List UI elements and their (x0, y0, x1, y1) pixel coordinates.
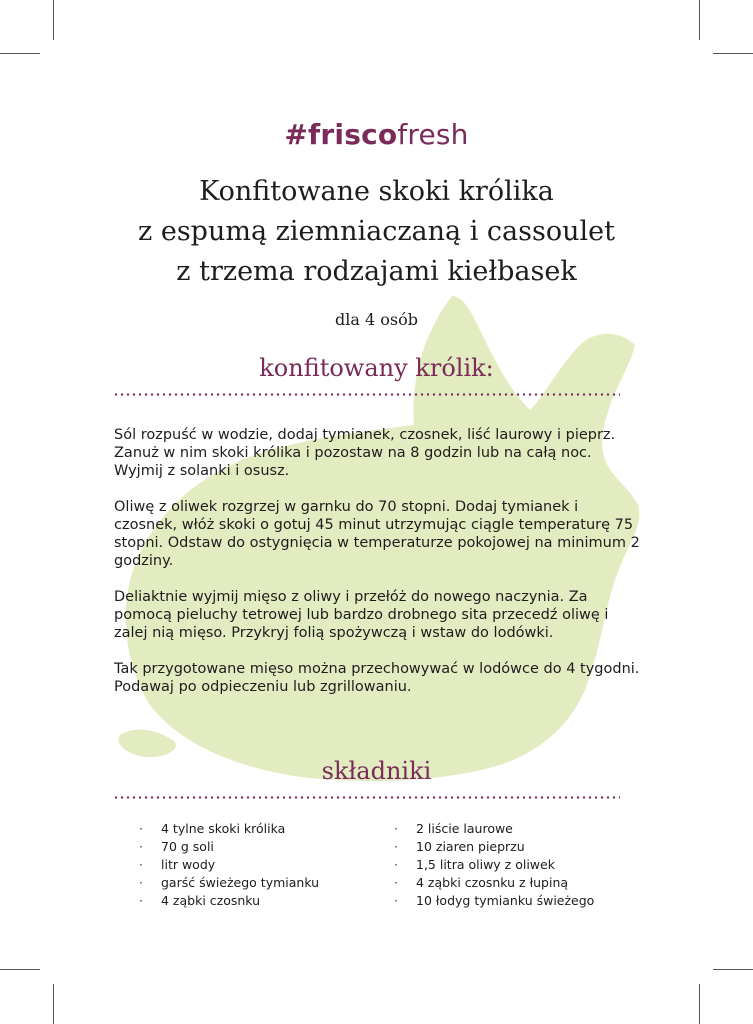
dotted-divider (113, 796, 620, 799)
list-item: · 4 ząbki czosnku (143, 892, 319, 910)
ingredients-list-left (143, 820, 319, 910)
list-item: · garść świeżego tymianku (143, 874, 319, 892)
section-heading-ingredients: składniki (321, 757, 432, 785)
list-item: · 4 tylne skoki królika (143, 820, 319, 838)
list-item: · 1,5 litra oliwy z oliwek (398, 856, 594, 874)
brand-bold-part: frisco (308, 118, 398, 151)
title-line: Konfitowane skoki królika (199, 176, 554, 207)
list-item: · 10 łodyg tymianku świeżego (398, 892, 594, 910)
ingredients-list-right (398, 820, 594, 910)
servings-text: dla 4 osób (335, 310, 418, 329)
list-item: · 4 ząbki czosnku z łupiną (398, 874, 594, 892)
recipe-title (0, 172, 753, 292)
method-steps (114, 426, 644, 714)
step-paragraph: Deliaktnie wyjmij mięso z oliwy i przełóż do nowego naczynia. Za pomocą pieluchy tetrowej lub bardzo drobnego sita przecedź oliwę i zalej nią mięso. Przykryj folią spożywczą i wstaw do lodówki. (114, 589, 609, 641)
title-line: z espumą ziemniaczaną i cassoulet (138, 216, 615, 247)
list-item: · 10 ziaren pieprzu (398, 838, 594, 856)
section-heading-rabbit: konfitowany królik: (259, 354, 494, 382)
step-paragraph: Oliwę z oliwek rozgrzej w garnku do 70 stopni. Dodaj tymianek i czosnek, włóż skoki o gotuj 45 minut utrzymując ciągle temperaturę 75 stopni. Odstaw do ostygnięcia w temperaturze pokojowej na minimum 2 godziny. (114, 499, 640, 569)
list-item: · 70 g soli (143, 838, 319, 856)
list-item: · litr wody (143, 856, 319, 874)
brand-light-part: fresh (397, 118, 469, 151)
brand-logo (0, 118, 753, 151)
step-paragraph: Sól rozpuść w wodzie, dodaj tymianek, czosnek, liść laurowy i pieprz. Zanuż w nim skoki królika i pozostaw na 8 godzin lub na całą noc. Wyjmij z solanki i osusz. (114, 427, 616, 479)
title-line: z trzema rodzajami kiełbasek (176, 256, 577, 287)
list-item: · 2 liście laurowe (398, 820, 594, 838)
dotted-divider (113, 393, 620, 396)
step-paragraph: Tak przygotowane mięso można przechowywać w lodówce do 4 tygodni. Podawaj po odpieczeniu lub zgrillowaniu. (114, 661, 640, 695)
brand-hash: # (284, 118, 309, 151)
